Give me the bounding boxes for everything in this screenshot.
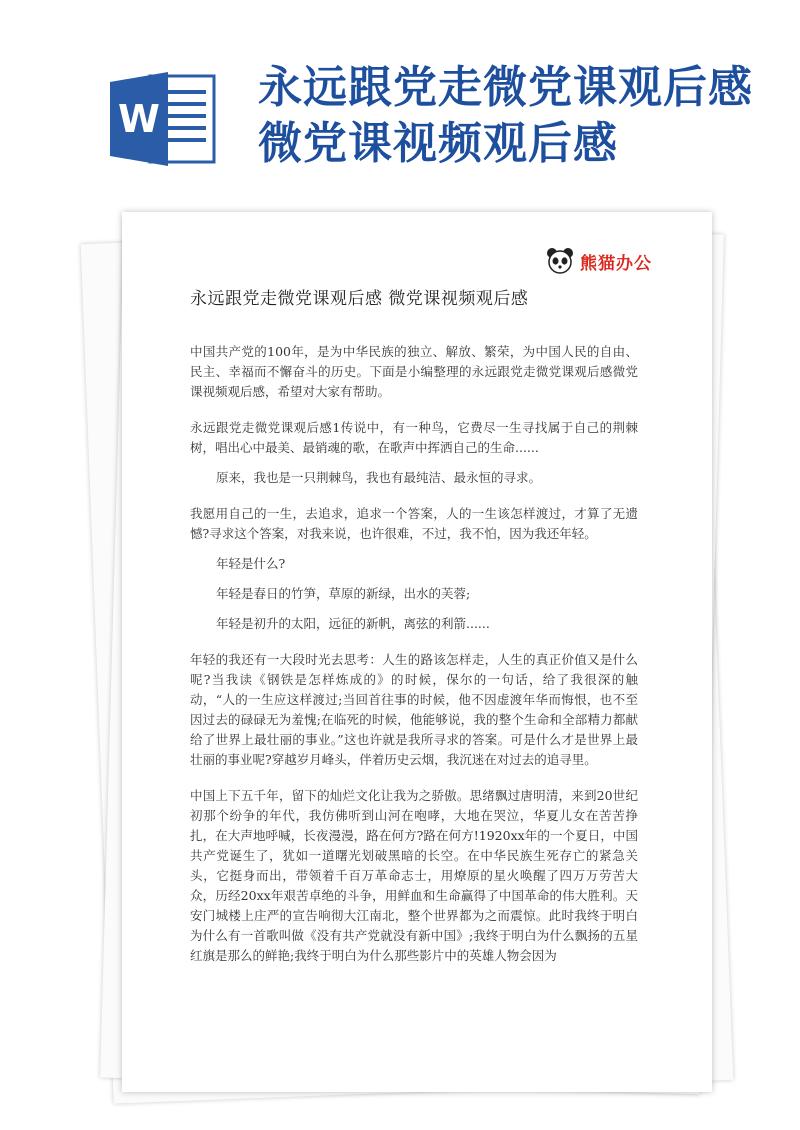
paragraph-intro: 中国共产党的100年，是为中华民族的独立、解放、繁荣，为中国人民的自由、民主、幸福而不懈奋斗的历史。下面是小编整理的永远跟党走微党课观后感微党课视频观后感，希望对大家有帮助。 <box>190 344 638 399</box>
paragraph: 永远跟党走微党课观后感1传说中，有一种鸟，它费尽一生寻找属于自己的荆棘树，唱出心中最美、最销魂的歌，在歌声中挥洒自己的生命...... <box>190 420 638 455</box>
paragraph: 我愿用自己的一生，去追求，追求一个答案，人的一生该怎样渡过，才算了无遗憾?寻求这个答案，对我来说，也许很难，不过，我不怕，因为我还年轻。 <box>190 506 638 541</box>
paragraph: 中国上下五千年，留下的灿烂文化让我为之骄傲。思绪飘过唐明清，来到20世纪初那个纷争的年代，我仿佛听到山河在咆哮，大地在哭泣，华夏儿女在苦苦挣扎，在大声地呼喊，长夜漫漫，路在何方?路在何方!1920xx年的一个夏日，中国共产党诞生了，犹如一道曙光划破黑暗的长空。在中华民族生死存亡的紧急关头，它挺身而出，带领着千百万革命志士，用燎原的星火唤醒了四万万劳苦大众，历经20xx年艰苦卓绝的斗争，用鲜血和生命赢得了中国革命的伟大胜利。天安门城楼上庄严的宣告响彻大江南北，整个世界都为之而震惊。此时我终于明白为什么有一首歌叫做《没有共产党就没有新中国》;我终于明白为什么飘扬的五星红旗是那么的鲜艳;我终于明白为什么那些影片中的英雄人物会因为 <box>190 788 638 963</box>
document-page <box>122 212 712 1092</box>
paragraph: 年轻是春日的竹笋，草原的新绿，出水的芙蓉; <box>216 586 471 601</box>
document-title: 永远跟党走微党课观后感 微党课视频观后感 <box>190 289 529 309</box>
paragraph: 年轻是什么? <box>216 556 286 571</box>
paragraph: 年轻是初升的太阳，远征的新帆，离弦的利箭...... <box>216 616 490 631</box>
brand-logo <box>546 247 652 275</box>
word-icon <box>110 72 218 166</box>
document-body <box>190 342 638 966</box>
panda-icon <box>546 247 574 275</box>
paragraph: 原来，我也是一只荆棘鸟，我也有最纯洁、最永恒的寻求。 <box>216 470 542 485</box>
svg-text:W: W <box>118 97 160 141</box>
paragraph: 年轻的我还有一大段时光去思考：人生的路该怎样走，人生的真正价值又是什么呢?当我读《钢铁是怎样炼成的》的时候，保尔的一句话，给了我很深的触动，“人的一生应这样渡过;当回首往事的时候，他不因虚渡年华而悔恨，也不至因过去的碌碌无为羞愧;在临死的时候，他能够说，我的整个生命和全部精力都献给了世界上最壮丽的事业。”这也许就是我所寻求的答案。可是什么才是世界上最壮丽的事业呢?穿越岁月峰头，伴着历史云烟，我沉迷在对过去的追寻里。 <box>190 652 638 767</box>
page-title: 永远跟党走微党课观后感微党课视频观后感 <box>258 62 753 169</box>
brand-name: 熊猫办公 <box>580 253 652 274</box>
